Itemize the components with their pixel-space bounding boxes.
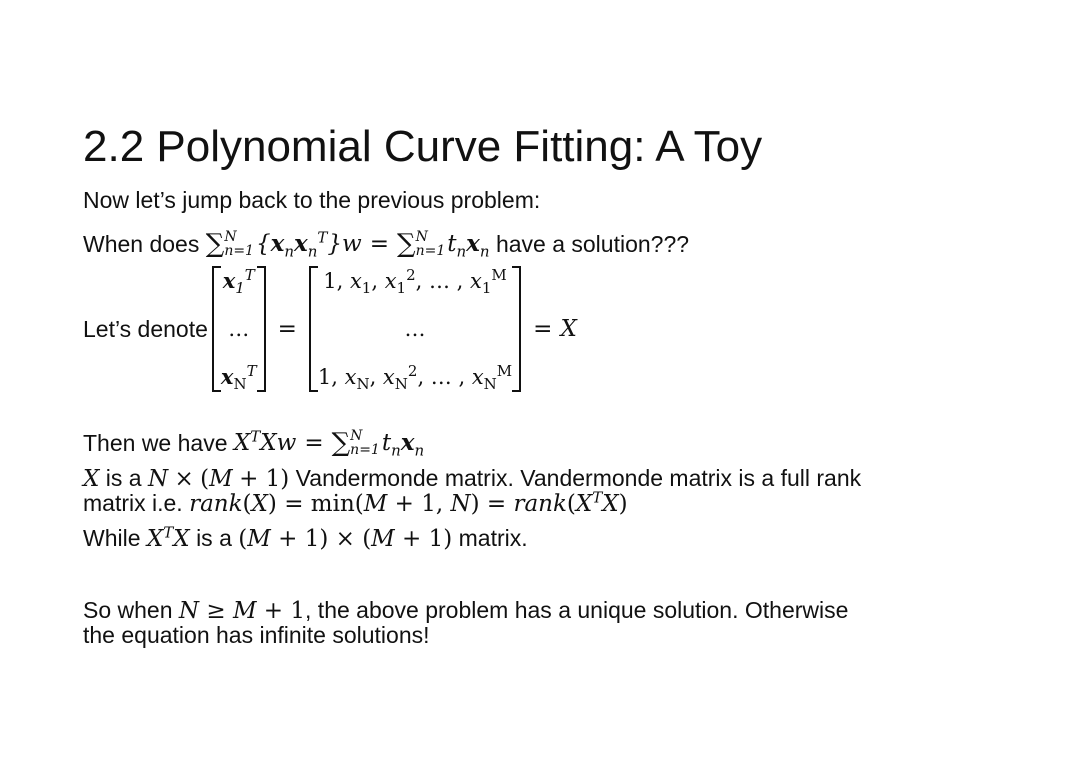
x-is-line: X is a N × (M + 1) Vandermonde matrix. Vandermonde matrix is a full rank [83,465,862,492]
matrix-x: X [560,316,577,342]
sum-symbol-3: ∑ [331,428,351,458]
equation-lhs: $\{x_nx_n^T\}w$ [255,228,362,261]
sum-symbol-2: ∑ [397,229,416,259]
vandermonde-text: Vandermonde matrix. Vandermonde matrix is a full rank [295,465,862,491]
sum-limits: N n=1 [224,229,254,259]
question-line: When does ∑ N n=1 $\{x_nx_n^T\}w$ = ∑ N n=1 $t_nx_n$ have a solution??? [83,228,690,261]
so-when-text: So when [83,597,173,623]
slide-title: 2.2 Polynomial Curve Fitting: A Toy [83,122,763,171]
so-when-line: So when N ≥ M + 1, the above problem has a unique solution. Otherwise [83,597,849,624]
infinite-line [83,621,430,649]
lets-denote-text: Let’s denote [83,315,208,342]
equation-rhs: $t_nx_n$ [447,230,490,261]
denote-line: Let’s denote $x_1^T$ … $x_N^T$ = 1, $x_1$, $x_1^2$, … , $x_1^M$ … 1, $x_N$, $x_N^2$, … , $x_N^M$ = X [83,266,577,394]
vector-matrix: $x_1^T$ … $x_N^T$ [212,266,266,392]
sum-limits-3: N n=1 [350,428,380,458]
rank-line: matrix i.e. rank(X) = min(M + 1, $N) = rank(X^TX)$ [83,488,628,517]
while-line: While $X^TX$ is a (M + 1) × (M + 1) matrix. [83,523,528,552]
sum-symbol: ∑ [205,229,225,259]
while-text: While [83,525,141,551]
vandermonde-matrix: 1, $x_1$, $x_1^2$, … , $x_1^M$ … 1, $x_N$, $x_N^2$, … , $x_N^M$ [309,266,521,392]
intro-text: Now let’s jump back to the previous problem: [83,187,541,213]
intro-line [83,186,540,214]
infinite-text: the equation has infinite solutions! [83,622,430,648]
matrix-word: matrix. [458,525,528,551]
is-a-text: is a [196,525,232,551]
matrix-ie-text: matrix i.e. [83,490,183,516]
normal-equation: $X^TXw$ [233,427,297,456]
then-we-have-text: Then we have [83,430,228,456]
then-line: Then we have $X^TXw$ = ∑ N n=1 $t_nx_n$ [83,427,425,460]
sum-limits-2: N n=1 [415,229,446,259]
normal-equation-rhs: $t_nx_n$ [381,429,425,460]
have-solution-text: have a solution??? [495,231,690,257]
x-is-a-text: is a [105,465,142,491]
when-does-text: When does [83,231,200,257]
unique-solution-text: , the above problem has a unique solution. Otherwise [305,597,849,623]
